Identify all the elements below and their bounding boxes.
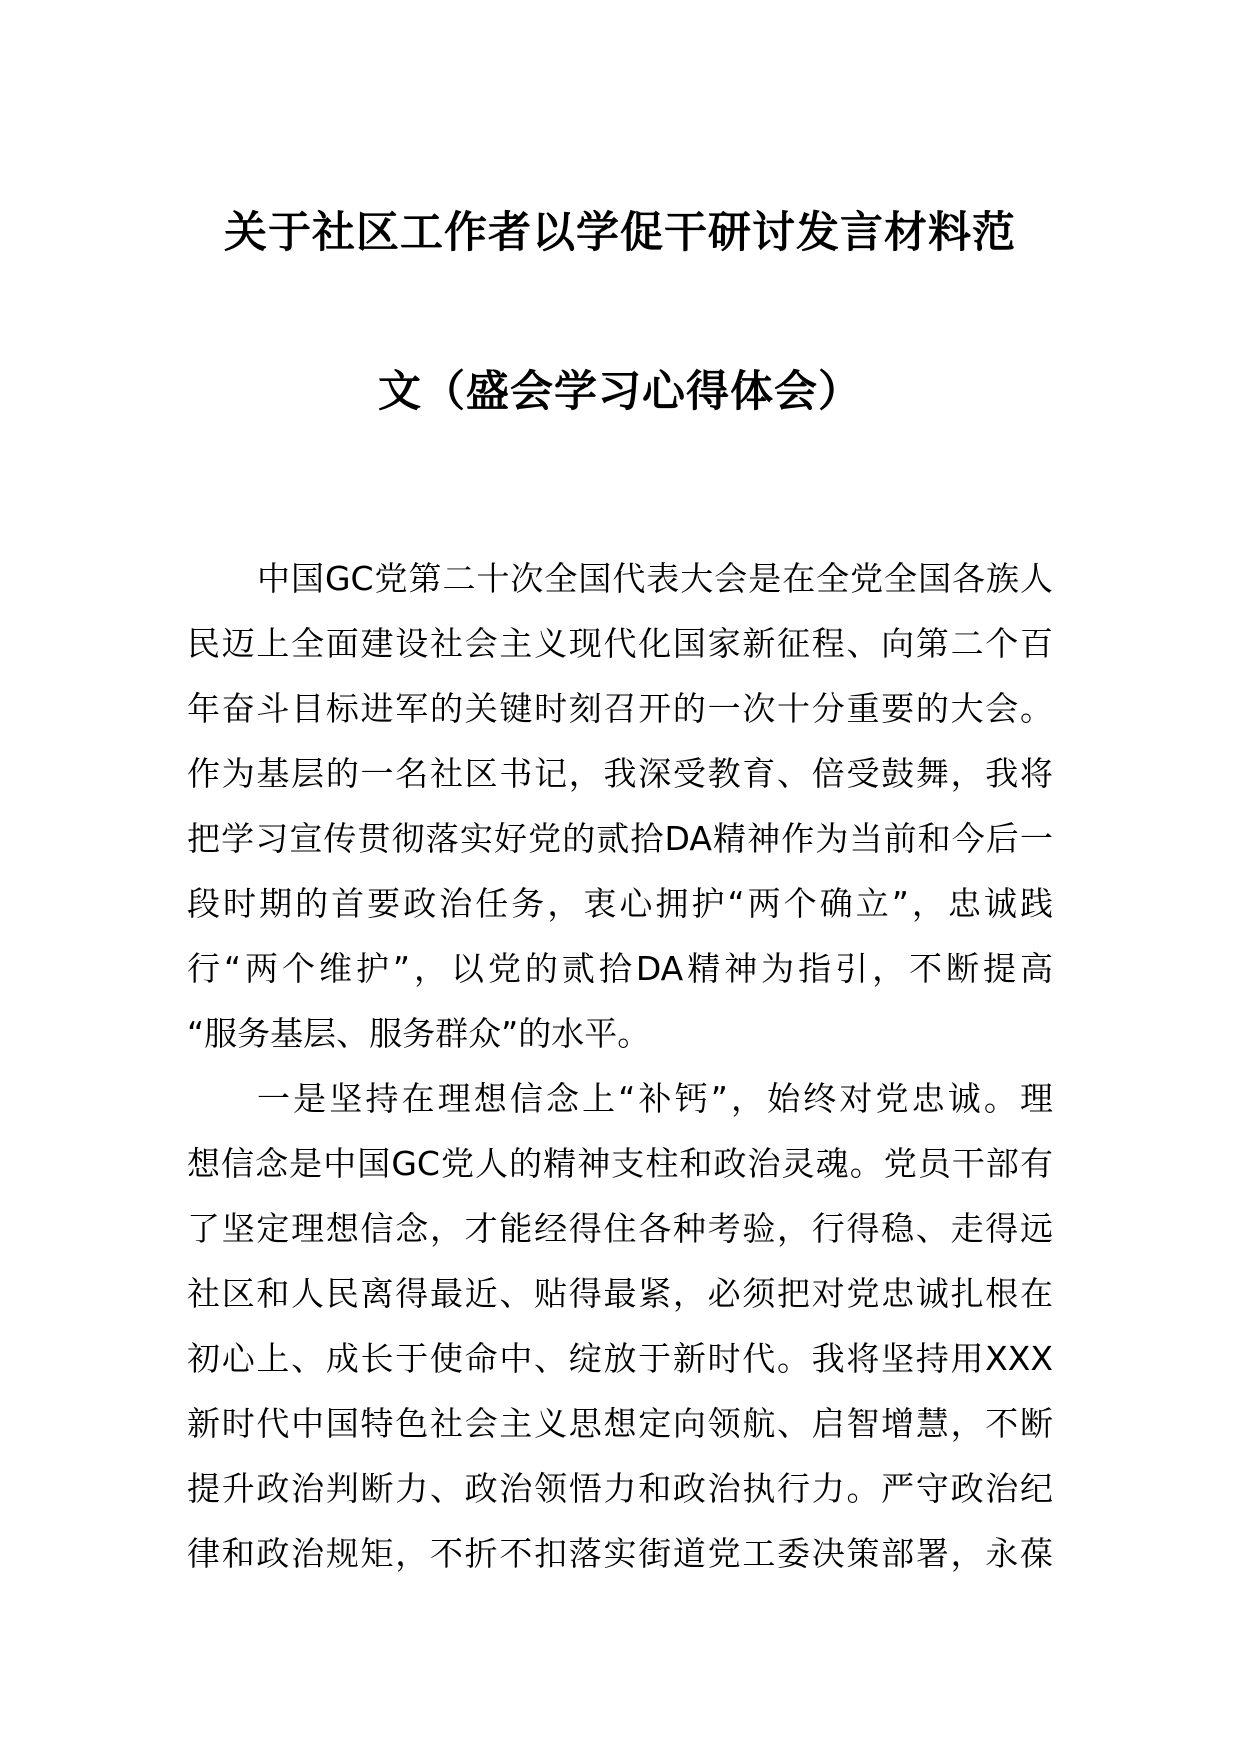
body-line: 新时代中国特色社会主义思想定向领航、启智增慧，不断 bbox=[187, 1404, 1053, 1443]
body-line: 年奋斗目标进军的关键时刻召开的一次十分重要的大会。 bbox=[187, 689, 1053, 728]
body-line: 初心上、成长于使命中、绽放于新时代。我将坚持用XXX bbox=[187, 1339, 1053, 1378]
body-line: 行“两个维护”，以党的贰拾DA精神为指引，不断提高 bbox=[187, 949, 1053, 988]
body-line: 作为基层的一名社区书记，我深受教育、倍受鼓舞，我将 bbox=[187, 754, 1053, 793]
body-line: “服务基层、服务群众”的水平。 bbox=[187, 1014, 651, 1053]
body-line: 民迈上全面建设社会主义现代化国家新征程、向第二个百 bbox=[187, 624, 1053, 663]
body-line: 想信念是中国GC党人的精神支柱和政治灵魂。党员干部有 bbox=[187, 1144, 1053, 1183]
body-line: 一是坚持在理想信念上“补钙”，始终对党忠诚。理 bbox=[257, 1079, 1053, 1118]
body-line: 把学习宣传贯彻落实好党的贰拾DA精神作为当前和今后一 bbox=[187, 819, 1053, 858]
body-line: 社区和人民离得最近、贴得最紧，必须把对党忠诚扎根在 bbox=[187, 1274, 1053, 1313]
body-line: 律和政治规矩，不折不扣落实街道党工委决策部署，永葆 bbox=[187, 1534, 1053, 1573]
body-line: 了坚定理想信念，才能经得住各种考验，行得稳、走得远 bbox=[187, 1209, 1053, 1248]
document-title-line-2: 文（盛会学习心得体会） bbox=[378, 367, 862, 417]
document-title-line-1: 关于社区工作者以学促干研讨发言材料范 bbox=[224, 208, 1016, 258]
body-line: 中国GC党第二十次全国代表大会是在全党全国各族人 bbox=[257, 559, 1053, 598]
body-line: 段时期的首要政治任务，衷心拥护“两个确立”，忠诚践 bbox=[187, 884, 1053, 923]
document-body bbox=[187, 546, 1053, 1586]
body-line: 提升政治判断力、政治领悟力和政治执行力。严守政治纪 bbox=[187, 1469, 1053, 1508]
